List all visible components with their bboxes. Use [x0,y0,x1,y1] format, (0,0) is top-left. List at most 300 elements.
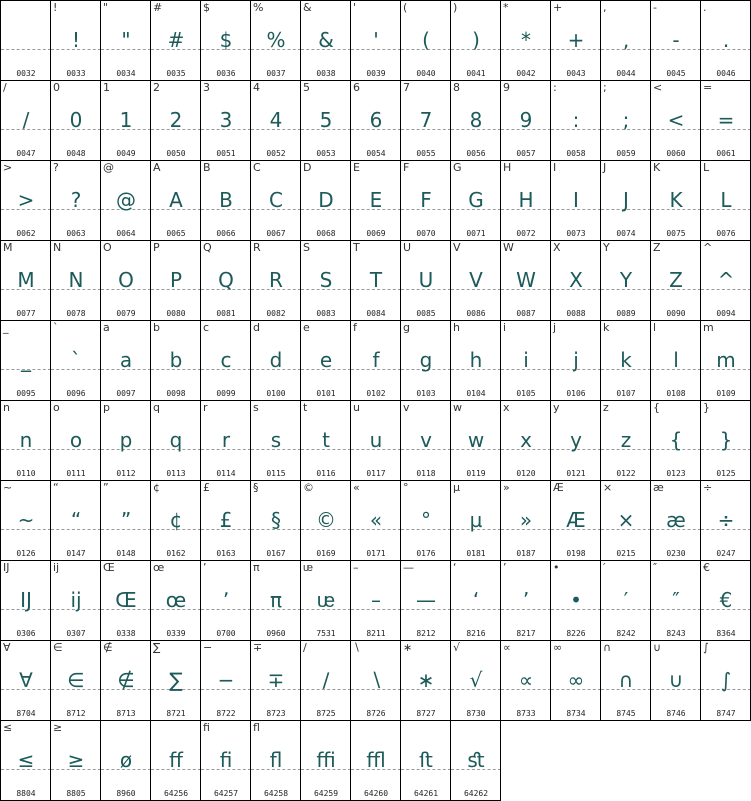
glyph-cell[interactable] [201,161,251,241]
reference-character: “ [53,481,59,494]
reference-character: Q [203,241,212,254]
character-code: 0056 [466,149,486,158]
reference-character: b [153,321,160,334]
glyph-cell[interactable] [451,481,501,561]
glyph-cell[interactable] [601,321,651,401]
reference-character: ~ [3,481,13,494]
reference-character: U [403,241,412,254]
character-code: 0111 [66,469,86,478]
grid-line [300,80,301,161]
character-code: 64261 [413,789,439,798]
glyph-cell[interactable] [351,481,401,561]
glyph-cell[interactable] [101,321,151,401]
glyph-cell[interactable] [251,561,301,641]
glyph-cell[interactable] [51,1,101,81]
reference-character: w [453,401,462,414]
glyph-cell[interactable] [251,641,301,721]
glyph-cell[interactable] [651,81,701,161]
grid-line [100,80,101,161]
glyph-cell[interactable] [401,241,451,321]
grid-line [0,240,1,321]
grid-line [50,80,51,161]
glyph-cell[interactable] [301,641,351,721]
glyph-cell[interactable] [351,1,401,81]
grid-line [350,240,351,321]
glyph-cell[interactable] [501,161,551,241]
font-glyph: # [167,28,185,52]
reference-character: § [253,481,259,494]
character-code: 0050 [166,149,186,158]
grid-line [250,720,251,801]
glyph-cell[interactable] [651,321,701,401]
character-code: 0700 [216,629,236,638]
glyph-cell[interactable] [201,721,251,801]
glyph-cell[interactable] [151,561,201,641]
glyph-cell[interactable] [251,721,301,801]
reference-character: √ [453,641,461,654]
font-glyph: ﬆ [467,748,485,772]
glyph-cell[interactable] [451,81,501,161]
grid-line [550,400,551,481]
character-code: 0068 [316,229,336,238]
reference-character: B [203,161,211,174]
character-code: 0033 [66,69,86,78]
glyph-cell[interactable] [451,401,501,481]
glyph-cell[interactable] [551,81,601,161]
glyph-cell[interactable] [351,161,401,241]
glyph-cell[interactable] [201,1,251,81]
glyph-cell[interactable] [351,81,401,161]
glyph-cell[interactable] [351,561,401,641]
glyph-cell[interactable] [51,641,101,721]
character-code: 0035 [166,69,186,78]
glyph-cell[interactable] [251,321,301,401]
glyph-cell[interactable] [51,561,101,641]
font-glyph: B [219,188,233,212]
glyph-cell[interactable] [451,721,501,801]
grid-line [100,160,101,241]
glyph-cell[interactable] [151,81,201,161]
character-code: 0058 [566,149,586,158]
glyph-cell[interactable] [301,161,351,241]
font-glyph: ∈ [67,668,85,692]
grid-line [350,720,351,801]
glyph-cell[interactable] [201,561,251,641]
glyph-cell[interactable] [601,1,651,81]
character-code: 0081 [216,309,236,318]
font-glyph: s [270,428,282,452]
reference-character: 5 [303,81,310,94]
character-code: 0057 [516,149,536,158]
font-glyph: Q [218,268,234,292]
glyph-cell[interactable] [601,81,651,161]
glyph-cell[interactable] [251,161,301,241]
character-code: 0112 [116,469,136,478]
glyph-cell[interactable] [1,81,51,161]
reference-character: ʼ [203,561,207,574]
glyph-cell[interactable] [301,401,351,481]
glyph-cell[interactable] [251,241,301,321]
glyph-cell[interactable] [51,161,101,241]
reference-character: K [653,161,661,174]
glyph-cell[interactable] [451,1,501,81]
grid-line [0,160,1,241]
glyph-cell[interactable] [551,321,601,401]
grid-line [450,560,451,641]
glyph-cell[interactable] [401,561,451,641]
glyph-cell[interactable] [51,81,101,161]
character-code: 0107 [616,389,636,398]
glyph-cell[interactable] [601,161,651,241]
glyph-cell[interactable] [451,561,501,641]
glyph-cell[interactable] [201,401,251,481]
glyph-cell[interactable] [51,321,101,401]
font-glyph: ≤ [17,748,35,772]
font-glyph: ø [119,748,133,772]
glyph-cell[interactable] [251,481,301,561]
glyph-cell[interactable] [501,241,551,321]
grid-line [500,640,501,721]
character-code: 0103 [416,389,436,398]
character-code: 0088 [566,309,586,318]
glyph-cell[interactable] [201,481,251,561]
grid-line [200,240,201,321]
glyph-cell[interactable] [701,481,751,561]
glyph-cell[interactable] [101,481,151,561]
glyph-cell[interactable] [101,401,151,481]
glyph-cell[interactable] [701,241,751,321]
glyph-cell[interactable] [301,1,351,81]
reference-character: — [403,561,414,574]
font-glyph: J [623,188,629,212]
character-code: 0086 [466,309,486,318]
glyph-cell[interactable] [251,81,301,161]
reference-character: k [603,321,610,334]
glyph-cell[interactable] [151,241,201,321]
glyph-cell[interactable] [151,161,201,241]
glyph-cell[interactable] [651,161,701,241]
character-code: 0055 [416,149,436,158]
glyph-cell[interactable] [401,401,451,481]
glyph-cell[interactable] [51,401,101,481]
font-glyph: © [316,508,336,532]
glyph-cell[interactable] [251,401,301,481]
grid-line [50,720,51,801]
character-code: 0148 [116,549,136,558]
grid-line [400,400,401,481]
reference-character: p [103,401,110,414]
grid-line [200,400,201,481]
font-glyph: l [673,348,679,372]
character-code: 8713 [116,709,136,718]
glyph-cell[interactable] [51,481,101,561]
grid-line [700,560,701,641]
reference-character: @ [103,161,114,174]
glyph-cell[interactable] [701,81,751,161]
glyph-cell[interactable] [701,161,751,241]
character-code: 8804 [16,789,36,798]
glyph-cell[interactable] [151,721,201,801]
glyph-cell[interactable] [401,81,451,161]
font-glyph: / [22,108,30,132]
grid-line [500,560,501,641]
glyph-cell[interactable] [651,561,701,641]
glyph-cell[interactable] [501,81,551,161]
glyph-cell[interactable] [601,241,651,321]
glyph-cell[interactable] [601,481,651,561]
reference-character: 2 [153,81,160,94]
font-glyph: ∪ [668,668,684,692]
glyph-cell[interactable] [501,1,551,81]
glyph-cell[interactable] [501,321,551,401]
glyph-cell[interactable] [351,241,401,321]
glyph-cell[interactable] [151,1,201,81]
character-code: 0113 [166,469,186,478]
character-code: 0045 [666,69,686,78]
glyph-cell[interactable] [551,641,601,721]
glyph-cell[interactable] [1,401,51,481]
character-code: 64258 [263,789,289,798]
reference-character: Y [603,241,610,254]
glyph-cell[interactable] [551,241,601,321]
character-code: 8734 [566,709,586,718]
grid-line [50,320,51,401]
font-glyph: ’ [522,588,530,612]
character-code: 8217 [516,629,536,638]
reference-character: œ [153,561,165,574]
grid-line [50,480,51,561]
font-glyph: ) [472,28,480,52]
glyph-cell[interactable] [301,481,351,561]
grid-line [0,80,1,161]
glyph-cell[interactable] [551,561,601,641]
font-glyph: ‘ [472,588,480,612]
glyph-cell[interactable] [201,641,251,721]
glyph-cell[interactable] [151,321,201,401]
font-glyph: Z [669,268,683,292]
font-glyph: & [318,28,334,52]
glyph-cell[interactable] [201,241,251,321]
glyph-cell[interactable] [101,81,151,161]
reference-character: & [303,1,312,14]
reference-character: π [253,561,260,574]
glyph-cell[interactable] [551,401,601,481]
reference-character: ∈ [53,641,63,654]
grid-line [650,0,651,81]
reference-character: q [153,401,160,414]
grid-line [0,560,1,641]
reference-character: 9 [503,81,510,94]
reference-character: V [453,241,461,254]
font-glyph: ! [71,28,81,52]
glyph-cell[interactable] [301,321,351,401]
character-code: 8721 [166,709,186,718]
grid-line [50,640,51,721]
glyph-cell[interactable] [701,641,751,721]
glyph-cell[interactable] [701,1,751,81]
glyph-cell[interactable] [301,81,351,161]
font-glyph: > [17,188,35,212]
glyph-cell[interactable] [551,161,601,241]
glyph-cell[interactable] [101,721,151,801]
font-glyph: ∖ [369,668,383,692]
glyph-cell[interactable] [51,721,101,801]
glyph-cell[interactable] [301,241,351,321]
glyph-cell[interactable] [651,241,701,321]
glyph-cell[interactable] [1,561,51,641]
character-code: 0095 [16,389,36,398]
font-glyph: − [217,668,235,692]
reference-character: ≤ [3,721,13,734]
reference-character: 0 [53,81,60,94]
grid-line [600,240,601,321]
grid-line [600,480,601,561]
font-glyph: T [369,268,383,292]
glyph-cell[interactable] [51,241,101,321]
grid-line [500,0,501,81]
glyph-cell[interactable] [1,321,51,401]
font-glyph: - [672,28,680,52]
reference-character: – [353,561,359,574]
character-code: 0079 [116,309,136,318]
glyph-cell[interactable] [401,1,451,81]
glyph-cell[interactable] [601,641,651,721]
grid-line [50,400,51,481]
glyph-cell[interactable] [1,241,51,321]
glyph-cell[interactable] [701,321,751,401]
glyph-cell[interactable] [501,641,551,721]
character-code: 0062 [16,229,36,238]
character-code: 8745 [616,709,636,718]
glyph-cell[interactable] [1,481,51,561]
reference-character: £ [203,481,210,494]
reference-character: / [3,81,7,94]
glyph-cell[interactable] [451,161,501,241]
reference-character: . [703,1,707,14]
glyph-cell[interactable] [1,161,51,241]
glyph-cell[interactable] [101,1,151,81]
glyph-cell[interactable] [401,481,451,561]
glyph-cell[interactable] [351,721,401,801]
glyph-cell[interactable] [651,641,701,721]
glyph-cell[interactable] [651,1,701,81]
grid-line [300,480,301,561]
glyph-cell[interactable] [101,161,151,241]
character-code: 0125 [716,469,736,478]
grid-line [300,560,301,641]
reference-character: R [253,241,261,254]
grid-line [400,640,401,721]
glyph-cell[interactable] [301,561,351,641]
glyph-cell[interactable] [551,1,601,81]
glyph-cell[interactable] [501,561,551,641]
glyph-cell[interactable] [401,321,451,401]
glyph-cell[interactable] [451,241,501,321]
character-code: 0053 [316,149,336,158]
glyph-cell[interactable] [501,401,551,481]
glyph-cell[interactable] [351,641,401,721]
grid-line [650,640,651,721]
glyph-cell[interactable] [151,481,201,561]
grid-line [500,720,501,801]
grid-line [300,240,301,321]
glyph-cell[interactable] [451,321,501,401]
reference-character: a [103,321,110,334]
character-code: 0032 [16,69,36,78]
glyph-cell[interactable] [151,641,201,721]
reference-character: P [153,241,160,254]
font-glyph: ﬁ [219,748,233,772]
font-glyph: ? [70,188,82,212]
glyph-cell[interactable] [101,561,151,641]
reference-character: ′ [603,561,606,574]
glyph-cell[interactable] [151,401,201,481]
glyph-cell[interactable] [501,481,551,561]
reference-character: d [253,321,260,334]
character-code: 0106 [566,389,586,398]
glyph-cell[interactable] [251,1,301,81]
glyph-cell[interactable] [101,641,151,721]
grid-line [700,400,701,481]
glyph-cell[interactable] [201,321,251,401]
character-code: 0171 [366,549,386,558]
grid-line [150,480,151,561]
glyph-cell[interactable] [451,641,501,721]
glyph-cell[interactable] [701,561,751,641]
glyph-cell[interactable] [351,321,401,401]
grid-line [0,160,751,161]
font-glyph: x [520,428,532,452]
glyph-cell[interactable] [651,401,701,481]
grid-line [650,400,651,481]
reference-character: ∓ [253,641,263,654]
glyph-cell[interactable] [551,481,601,561]
glyph-cell[interactable] [101,241,151,321]
character-code: 0073 [566,229,586,238]
font-glyph: n [19,428,33,452]
glyph-cell[interactable] [301,721,351,801]
glyph-cell[interactable] [1,1,51,81]
glyph-cell[interactable] [401,721,451,801]
glyph-cell[interactable] [401,641,451,721]
grid-line [0,640,1,721]
character-code: 0181 [466,549,486,558]
character-code: 0114 [216,469,236,478]
glyph-cell[interactable] [651,481,701,561]
glyph-cell[interactable] [1,641,51,721]
glyph-cell[interactable] [201,81,251,161]
grid-line [550,320,551,401]
reference-character: ∀ [3,641,11,654]
grid-line [550,560,551,641]
glyph-cell[interactable] [401,161,451,241]
character-code: 8805 [66,789,86,798]
grid-line [650,160,651,241]
glyph-cell[interactable] [701,401,751,481]
glyph-cell[interactable] [601,401,651,481]
glyph-cell[interactable] [601,561,651,641]
font-glyph: ; [622,108,630,132]
character-code: 7531 [316,629,336,638]
grid-line [200,560,201,641]
font-glyph: ﬅ [419,748,433,772]
glyph-cell[interactable] [351,401,401,481]
font-glyph: N [68,268,84,292]
reference-character: ¢ [153,481,160,494]
grid-line [150,80,151,161]
glyph-cell[interactable] [1,721,51,801]
reference-character: T [353,241,360,254]
